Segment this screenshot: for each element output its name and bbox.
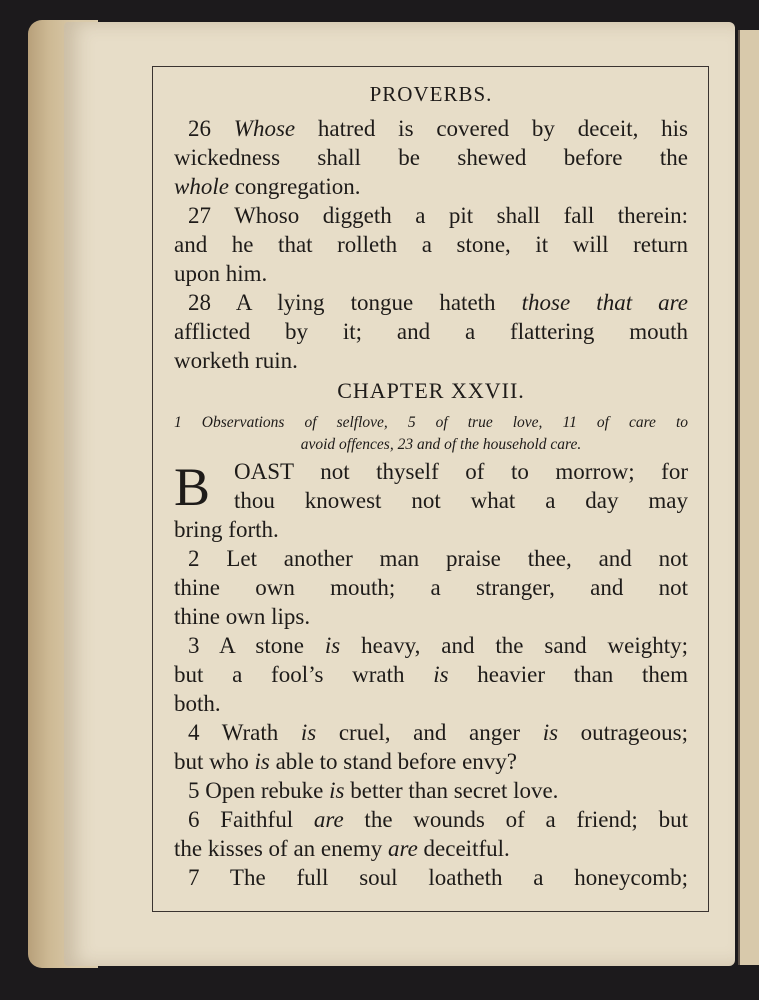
text-run: heavier than them [448, 662, 688, 687]
text-run: worketh ruin. [174, 348, 298, 373]
text-run: 6 Faithful [188, 807, 314, 832]
text-run: deceitful. [417, 836, 510, 861]
text-run: 5 Open rebuke [188, 778, 330, 803]
text-run: 5 [407, 414, 436, 431]
text-run: afflicted by it; and a flattering mouth [174, 319, 688, 344]
italic-text: is [329, 778, 345, 803]
text-run: thine own lips. [174, 604, 311, 629]
chapter-summary-line [174, 412, 688, 434]
italic-text: is [324, 633, 341, 658]
italic-text: avoid offences, [300, 436, 398, 453]
verse-line [174, 834, 688, 863]
verse-line [174, 863, 688, 892]
text-run: 11 [562, 414, 597, 431]
verse-line [174, 718, 688, 747]
verse-line [174, 259, 688, 288]
italic-text: those that are [521, 290, 688, 315]
text-run: outrageous; [558, 720, 688, 745]
verse-line [174, 143, 688, 172]
text-run: 4 Wrath [188, 720, 301, 745]
verse-line [174, 288, 688, 317]
text-run: cruel, and anger [316, 720, 543, 745]
text-run: but a fool’s wrath [174, 662, 434, 687]
text-run: the kisses of an enemy [174, 836, 388, 861]
text-run: OAST not thyself of to morrow; for [234, 459, 688, 484]
verse-line [174, 230, 688, 259]
verse-line [174, 747, 688, 776]
text-run: hatred is covered by deceit, his [295, 116, 688, 141]
text-run: 28 A lying tongue hateth [188, 290, 522, 315]
verse-line [174, 602, 688, 631]
verse-line [174, 631, 688, 660]
verse-line [174, 201, 688, 230]
text-run: both. [174, 691, 221, 716]
italic-text: and of the household care. [416, 436, 582, 453]
verse-line [174, 660, 688, 689]
italic-text: of care to [596, 414, 689, 431]
italic-text: are [313, 807, 344, 832]
verse-line [174, 317, 688, 346]
text-run: 23 [397, 436, 417, 453]
text-run: heavy, and the sand weighty; [340, 633, 688, 658]
text-run: 7 The full soul loatheth a honeycomb; [188, 865, 688, 890]
text-run: 3 A stone [188, 633, 325, 658]
italic-text: Observations of selflove, [201, 414, 408, 431]
text-run: 2 Let another man praise thee, and not [188, 546, 688, 571]
italic-text: are [387, 836, 418, 861]
italic-text: is [542, 720, 559, 745]
chapter-summary-line [174, 434, 688, 456]
verse-line [174, 172, 688, 201]
italic-text: is [254, 749, 270, 774]
text-run: 1 [174, 414, 202, 431]
verse-line [234, 457, 688, 486]
text-run: congregation. [228, 174, 361, 199]
text-run: and he that rolleth a stone, it will return [174, 232, 688, 257]
text-run: thine own mouth; a stranger, and not [174, 575, 688, 600]
italic-text: is [433, 662, 449, 687]
text-run: upon him. [174, 261, 268, 286]
text-run: wickedness shall be shewed before the [174, 145, 688, 170]
verse-line [174, 573, 688, 602]
verse-line [174, 515, 688, 544]
facing-page-edge [738, 30, 759, 965]
verse-line [174, 114, 688, 143]
running-head: PROVERBS. [369, 82, 493, 106]
italic-text: Whose [233, 116, 296, 141]
text-run: the wounds of a friend; but [343, 807, 688, 832]
verse-line [174, 544, 688, 573]
text-run: thou knowest not what a day may [234, 488, 688, 513]
verse-line [234, 486, 688, 515]
chapter-heading: CHAPTER XXVII. [337, 378, 525, 403]
verse-line [174, 805, 688, 834]
verse-line [174, 776, 688, 805]
text-run: able to stand before envy? [269, 749, 517, 774]
italic-text: of true love, [435, 414, 563, 431]
text-run: 26 [188, 116, 234, 141]
text-run: but who [174, 749, 255, 774]
italic-text: is [300, 720, 317, 745]
verse-line [174, 689, 688, 718]
text-run: bring forth. [174, 517, 279, 542]
drop-cap: B [174, 457, 211, 517]
italic-text: whole [174, 174, 229, 199]
text-run: better than secret love. [344, 778, 559, 803]
text-run: 27 Whoso diggeth a pit shall fall therein: [188, 203, 688, 228]
verse-line [174, 346, 688, 375]
